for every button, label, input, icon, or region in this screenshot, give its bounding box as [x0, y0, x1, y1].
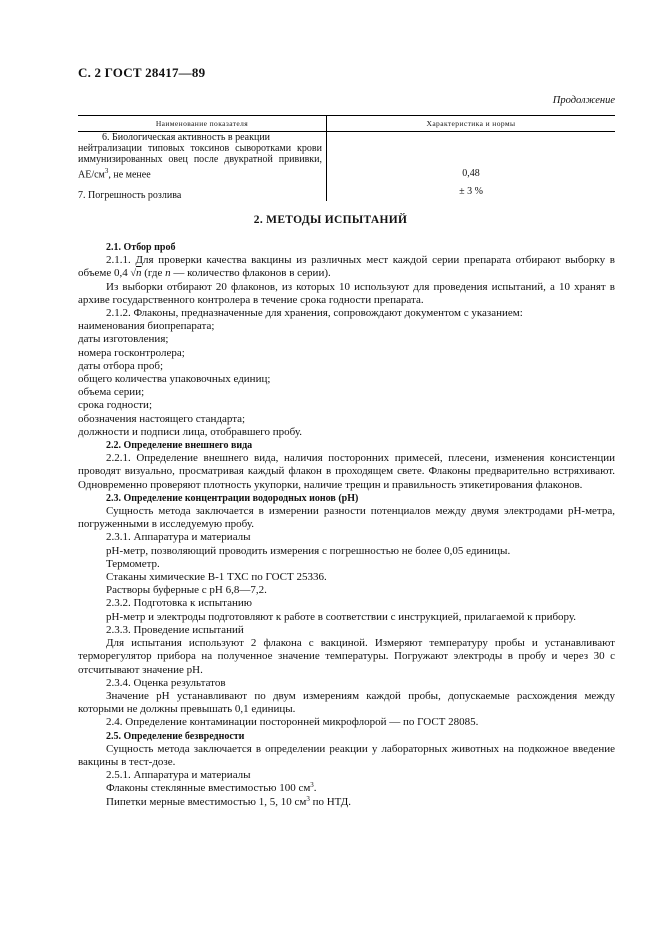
- list-item: даты изготовления;: [78, 333, 169, 346]
- row-6-name-sup: 3: [104, 166, 109, 175]
- paragraph-2-3-3: 2.3.3. Проведение испытаний: [106, 623, 244, 636]
- paragraph-2-3-4: 2.3.4. Оценка результатов: [106, 676, 226, 689]
- p211-text: 2.1.1. Для проверки качества вакцины из различных мест каждой серии препарата отбирают выборку в объеме 0,4: [78, 254, 615, 280]
- heading-2-5: 2.5. Определение безвредности: [106, 730, 245, 742]
- heading-2-2: 2.2. Определение внешнего вида: [106, 440, 253, 452]
- p251b-tail: по НТД.: [309, 795, 351, 808]
- heading-2-1: 2.1. Отбор проб: [106, 242, 176, 253]
- page-header: С. 2 ГОСТ 28417—89: [78, 65, 206, 80]
- row-7-value: ± 3 %: [459, 186, 483, 198]
- table-header-row: [78, 116, 615, 132]
- list-item: даты отбора проб;: [78, 359, 164, 372]
- row-6-name-first-line: 6. Биологическая активность в реакции: [102, 132, 271, 143]
- p251a-tail: .: [313, 782, 317, 795]
- paragraph-2-1-1-cont: Из выборки отбирают 20 флаконов, из которых 10 используют для проведения испытаний, а 10 хранят в архиве государственного контролера в течение срока годности препарата.: [78, 280, 615, 306]
- paragraph-2-5: Сущность метода заключается в определении реакции у лабораторных животных на подкожное введение вакцины в тест-дозе.: [78, 742, 615, 768]
- paragraph-2-3: Сущность метода заключается в измерении разности потенциалов между двумя электродами рН-метра, погруженными в исследуемую пробу.: [78, 505, 615, 531]
- list-item: срока годности;: [78, 399, 153, 412]
- row-6-value: 0,48: [462, 168, 480, 180]
- section-title: 2. МЕТОДЫ ИСПЫТАНИЙ: [253, 214, 408, 226]
- paragraph-2-5-1-b: [78, 796, 615, 809]
- p251b-sup: 3: [306, 794, 310, 803]
- row-6-name-rest: нейтрализации типовых токсинов сыворотками крови иммунизированных овец после двукратной прививки, АЕ/см: [78, 143, 322, 180]
- col-header-name: Наименование показателя: [78, 116, 327, 132]
- paragraph-2-3-1-b: Термометр.: [106, 557, 160, 570]
- row-7-name: 7. Погрешность розлива: [78, 180, 327, 201]
- row-6-name-tail: , не менее: [108, 168, 151, 180]
- p251b-text: Пипетки мерные вместимостью 1, 5, 10 см: [106, 795, 307, 808]
- list-item: обозначения настоящего стандарта;: [78, 412, 246, 425]
- list-item: номера госконтролера;: [78, 346, 185, 359]
- p251a-text: Флаконы стеклянные вместимостью 100 см: [106, 782, 311, 795]
- list-item: должности и подписи лица, отобравшего пробу.: [78, 425, 303, 438]
- spec-table: [78, 115, 615, 201]
- paragraph-2-3-2: 2.3.2. Подготовка к испытанию: [106, 597, 252, 610]
- sqrt-variable: n: [136, 267, 142, 280]
- paragraph-2-3-4-a: Значение рН устанавливают по двум измерениям каждой пробы, допускаемые расхождения между которыми не должны превышать 0,1 единицы.: [78, 689, 615, 716]
- paragraph-2-3-2-a: рН-метр и электроды подготовляют к работе в соответствии с инструкцией, прилагаемой к прибору.: [106, 610, 577, 623]
- list-item: общего количества упаковочных единиц;: [78, 373, 271, 386]
- heading-2-3: 2.3. Определение концентрации водородных ионов (рН): [106, 492, 359, 504]
- paragraph-2-1-1: [78, 254, 615, 280]
- paragraph-2-4: 2.4. Определение контаминации посторонней микрофлорой — по ГОСТ 28085.: [106, 716, 479, 729]
- paragraph-2-3-1-d: Растворы буферные с рН 6,8—7,2.: [106, 584, 267, 597]
- continuation-label: Продолжение: [552, 95, 615, 106]
- table-row: [78, 132, 615, 181]
- p251a-sup: 3: [310, 781, 314, 790]
- col-header-value: Характеристика и нормы: [327, 116, 616, 132]
- paragraph-2-3-1-a: рН-метр, позволяющий проводить измерения с погрешностью не более 0,05 единицы.: [106, 544, 511, 557]
- row-6-name: [78, 132, 327, 181]
- paragraph-2-3-1: 2.3.1. Аппаратура и материалы: [106, 531, 251, 544]
- paragraph-2-5-1-a: [78, 782, 615, 795]
- section-body: [78, 241, 615, 809]
- paragraph-2-5-1: 2.5.1. Аппаратура и материалы: [106, 769, 251, 782]
- paragraph-2-3-3-a: Для испытания используют 2 флакона с вакциной. Измеряют температуру пробы и устанавливают терморегулятор прибора на полученное значение температуры. Погружают электроды в пробу и через 30 с отсчитывают значение рН.: [78, 637, 615, 676]
- paragraph-2-3-1-c: Стаканы химические В-1 ТХС по ГОСТ 25336.: [106, 571, 327, 584]
- p211-text-b: (где: [141, 267, 166, 280]
- list-item: объема серии;: [78, 386, 145, 399]
- list-item: наименования биопрепарата;: [78, 320, 215, 333]
- paragraph-2-2-1: 2.2.1. Определение внешнего вида, наличия посторонних примесей, плесени, изменения консистенции проводят визуально, просматривая каждый флакон в проходящем свете. Флаконы предварительно встряхивают. Одновременно проверяют плотность укупорки, наличие трещин и правильность этикетирования флаконов.: [78, 452, 615, 491]
- paragraph-2-1-2: 2.1.2. Флаконы, предназначенные для хранения, сопровождают документом с указанием:: [106, 307, 523, 320]
- sqrt-symbol: √: [130, 268, 136, 280]
- variable-n: n: [165, 267, 171, 280]
- table-row: [78, 180, 615, 201]
- p211-text-c: — количество флаконов в серии).: [170, 267, 331, 280]
